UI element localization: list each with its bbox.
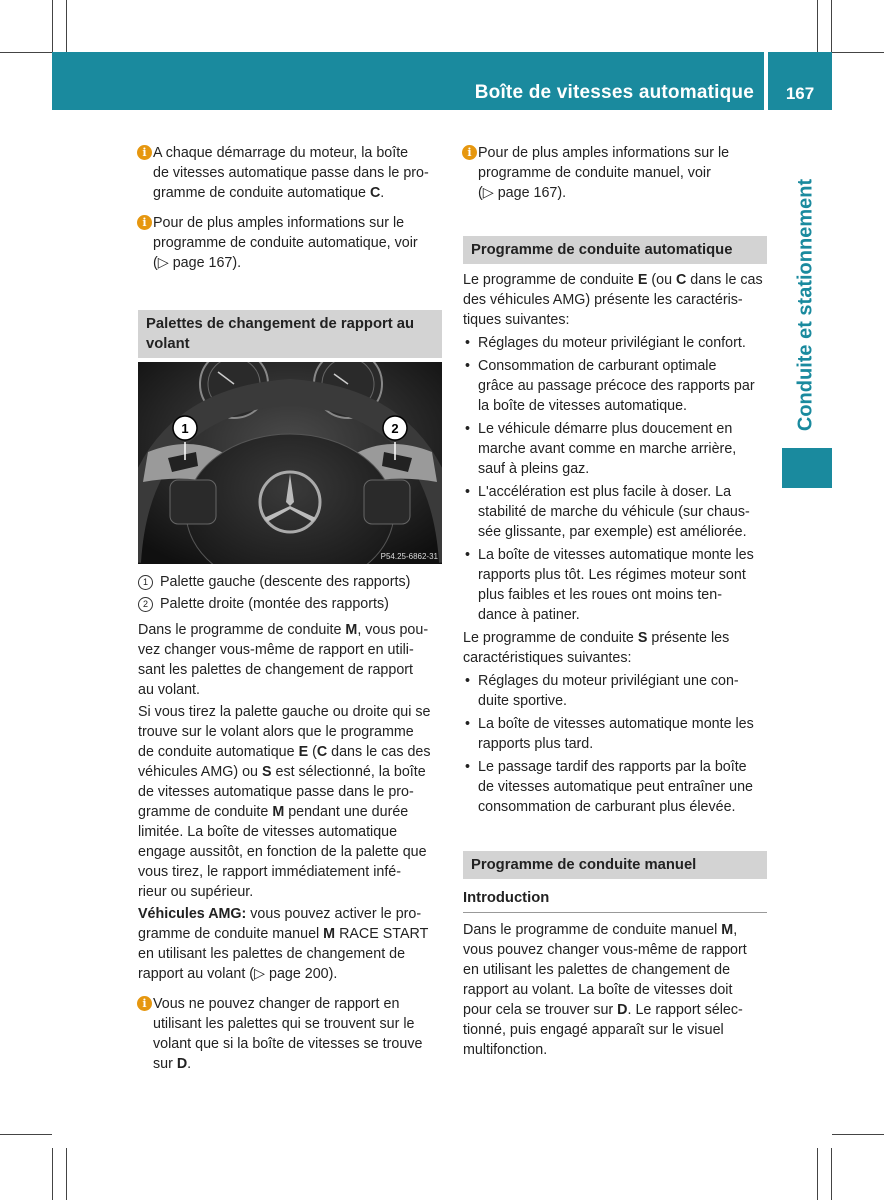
info-icon: i — [137, 996, 152, 1011]
chapter-title: Boîte de vitesses automatique — [474, 82, 754, 103]
crop-mark — [831, 0, 832, 52]
steering-wheel-photo — [138, 362, 442, 564]
info-note — [138, 994, 442, 1074]
side-tab — [780, 160, 832, 450]
crop-mark — [52, 1148, 53, 1200]
figure-caption: 1 Palette gauche (descente des rapports) — [138, 572, 442, 592]
section-heading: Programme de conduite manuel — [463, 851, 767, 879]
crop-mark — [832, 1134, 884, 1135]
note-text: Pour de plus amples informations sur le programme de conduite automatique, voir (▷ page 167). — [153, 215, 418, 271]
side-tab-label: Conduite et stationnement — [794, 178, 817, 432]
crop-mark — [0, 1134, 52, 1135]
list-item: • La boîte de vitesses automatique monte les rapports plus tôt. Les régimes moteur sont plus faibles et les roues ont moins ten- dance à patiner. — [463, 545, 767, 625]
paragraph: Le programme de conduite E (ou C dans le cas des véhicules AMG) présente les caractéris- tiques suivantes: — [463, 272, 763, 328]
side-tab-marker — [782, 448, 832, 488]
note-text: A chaque démarrage du moteur, la boîte de vitesses automatique passe dans le pro- gramme de conduite automatique C. — [153, 145, 429, 201]
info-note — [138, 213, 442, 273]
left-column-lower — [138, 572, 442, 1074]
crop-mark — [66, 0, 67, 52]
left-column — [138, 143, 442, 358]
crop-mark — [817, 1148, 818, 1200]
crop-mark — [66, 1148, 67, 1200]
info-note — [463, 143, 767, 203]
paragraph: Si vous tirez la palette gauche ou droite qui se trouve sur le volant alors que le programme de conduite automatique E (C dans le cas des véhicules AMG) ou S est sélectionné, la boîte de vitesses automatique passe dans le pro- gramme de conduite M pendant une durée limitée. La boîte de vitesses automatique engage aussitôt, en fonction de la palette que vous tirez, le rapport immédiatement infé- rieur ou supérieur. — [138, 704, 431, 900]
crop-mark — [832, 52, 884, 53]
section-heading: Palettes de changement de rapport au volant — [138, 310, 442, 358]
callout-marker: 2 — [138, 597, 153, 612]
list-item: • Le passage tardif des rapports par la boîte de vitesses automatique peut entraîner une consommation de carburant plus élevée. — [463, 757, 767, 817]
paragraph: Véhicules AMG: vous pouvez activer le pro- gramme de conduite manuel M RACE START en utilisant les palettes de changement de rapport au volant (▷ page 200). — [138, 906, 429, 982]
paragraph: Dans le programme de conduite M, vous pou- vez changer vous-même de rapport en utili- sant les palettes de changement de rapport au volant. — [138, 622, 429, 698]
crop-mark — [52, 0, 53, 52]
page-number: 167 — [785, 84, 815, 103]
list-item: • Le véhicule démarre plus doucement en marche avant comme en marche arrière, sauf à pleins gaz. — [463, 419, 767, 479]
callout-1: 1 — [181, 421, 189, 436]
info-note — [138, 143, 442, 203]
crop-mark — [0, 52, 52, 53]
paragraph: Dans le programme de conduite manuel M, vous pouvez changer vous-même de rapport en utilisant les palettes de changement de rapport au volant. La boîte de vitesses doit pour cela se trouver sur D. Le rapport sélec- tionné, puis engagé apparaît sur le visuel multifonction. — [463, 922, 747, 1058]
list-item: • L'accélération est plus facile à doser. La stabilité de marche du véhicule (sur chaus- sée glissante, par exemple) est améliorée. — [463, 482, 767, 542]
list-item: • Consommation de carburant optimale grâce au passage précoce des rapports par la boîte de vitesses automatique. — [463, 356, 767, 416]
right-column — [463, 143, 767, 1060]
figure-code: P54.25-6862-31 — [380, 552, 438, 561]
subsection-heading: Introduction — [463, 888, 767, 913]
page-number-box — [768, 52, 832, 110]
list-item: • La boîte de vitesses automatique monte les rapports plus tard. — [463, 714, 767, 754]
section-heading: Programme de conduite automatique — [463, 236, 767, 264]
header-bar — [52, 52, 764, 110]
list-item: • Réglages du moteur privilégiant une con- duite sportive. — [463, 671, 767, 711]
list-item: • Réglages du moteur privilégiant le confort. — [463, 333, 767, 353]
figure-caption: 2 Palette droite (montée des rapports) — [138, 594, 442, 614]
callout-2: 2 — [391, 421, 399, 436]
info-icon: i — [137, 145, 152, 160]
note-text: Vous ne pouvez changer de rapport en utilisant les palettes qui se trouvent sur le volant que si la boîte de vitesses se trouve sur D. — [153, 996, 423, 1072]
info-icon: i — [137, 215, 152, 230]
paragraph: Le programme de conduite S présente les caractéristiques suivantes: — [463, 630, 730, 666]
info-icon: i — [462, 145, 477, 160]
crop-mark — [831, 1148, 832, 1200]
note-text: Pour de plus amples informations sur le programme de conduite manuel, voir (▷ page 167). — [478, 145, 730, 201]
crop-mark — [817, 0, 818, 52]
callout-marker: 1 — [138, 575, 153, 590]
